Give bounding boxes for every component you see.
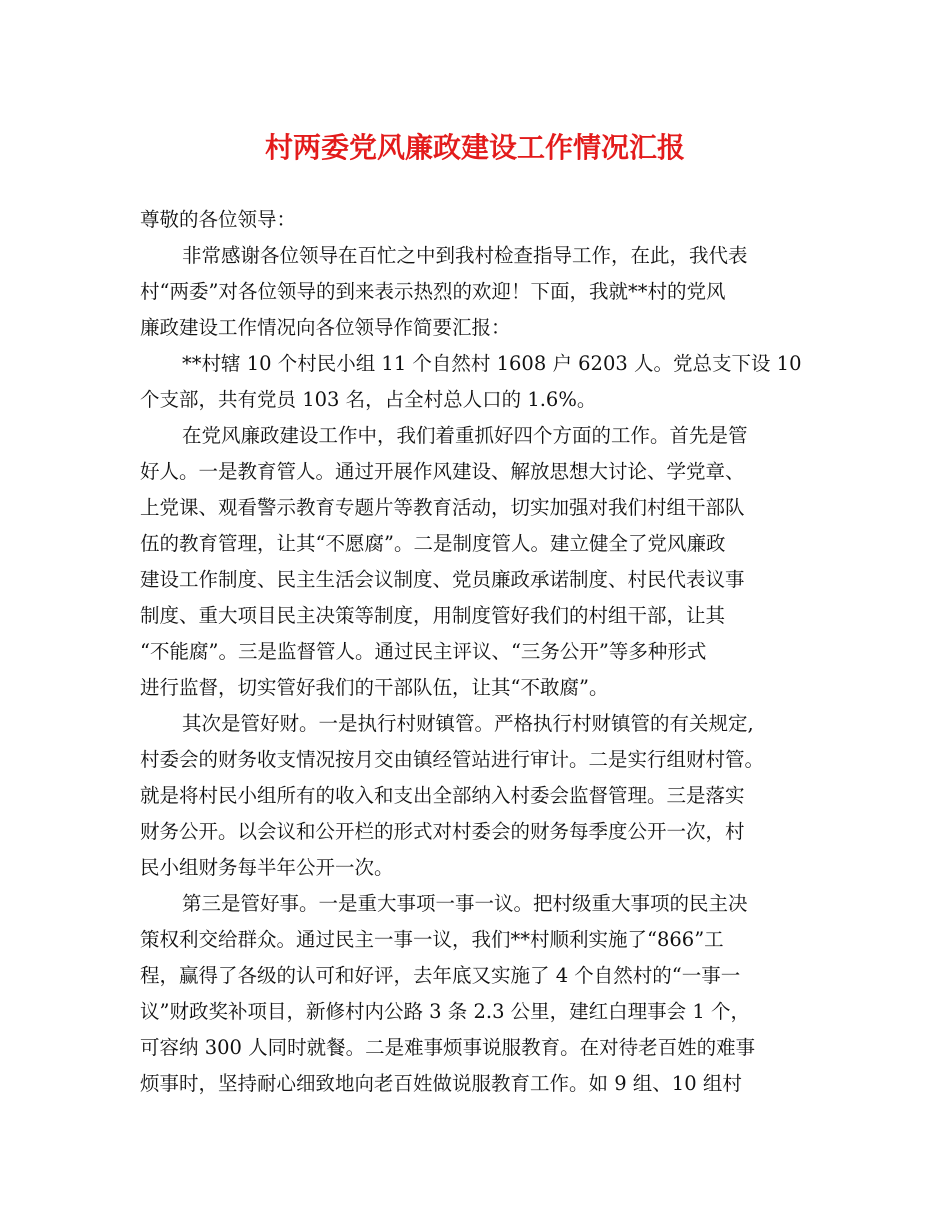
salutation-line: 尊敬的各位领导： (140, 208, 297, 231)
paragraph-line: 个支部，共有党员 103 名，占全村总人口的 1.6%。 (140, 388, 597, 411)
paragraph-line: 伍的教育管理，让其“不愿腐”。二是制度管人。建立健全了党风廉政 (140, 532, 726, 555)
paragraph-line: 上党课、观看警示教育专题片等教育活动，切实加强对我们村组干部队 (140, 496, 745, 519)
document-title: 村两委党风廉政建设工作情况汇报 (264, 131, 685, 164)
paragraph-line: 策权利交给群众。通过民主一事一议，我们**村顺利实施了“866”工 (140, 928, 724, 951)
paragraph-line: 村“两委”对各位领导的到来表示热烈的欢迎！下面，我就**村的党风 (140, 280, 726, 303)
paragraph-line: 非常感谢各位领导在百忙之中到我村检查指导工作，在此，我代表 (182, 244, 748, 267)
paragraph-line: 建设工作制度、民主生活会议制度、党员廉政承诺制度、村民代表议事 (140, 568, 745, 591)
paragraph-line: 财务公开。以会议和公开栏的形式对村委会的财务每季度公开一次，村 (140, 820, 745, 843)
paragraph-line: 进行监督，切实管好我们的干部队伍，让其“不敢腐”。 (140, 676, 609, 699)
paragraph-line: 民小组财务每半年公开一次。 (140, 856, 394, 879)
paragraph-line: 可容纳 300 人同时就餐。二是难事烦事说服教育。在对待老百姓的难事 (140, 1036, 756, 1059)
paragraph-line: 制度、重大项目民主决策等制度，用制度管好我们的村组干部，让其 (140, 604, 726, 627)
paragraph-line: “不能腐”。三是监督管人。通过民主评议、“三务公开”等多种形式 (140, 640, 707, 663)
paragraph-line: 程，赢得了各级的认可和好评，去年底又实施了 4 个自然村的“一事一 (140, 964, 741, 987)
paragraph-line: **村辖 10 个村民小组 11 个自然村 1608 户 6203 人。党总支下设 10 (182, 352, 802, 375)
paragraph-line: 第三是管好事。一是重大事项一事一议。把村级重大事项的民主决 (182, 892, 748, 915)
paragraph-line: 就是将村民小组所有的收入和支出全部纳入村委会监督管理。三是落实 (140, 784, 745, 807)
paragraph-line: 烦事时，坚持耐心细致地向老百姓做说服教育工作。如 9 组、10 组村 (140, 1072, 742, 1095)
paragraph-line: 村委会的财务收支情况按月交由镇经管站进行审计。二是实行组财村管。 (140, 748, 765, 771)
paragraph-line: 好人。一是教育管人。通过开展作风建设、解放思想大讨论、学党章、 (140, 460, 745, 483)
paragraph-line: 其次是管好财。一是执行村财镇管。严格执行村财镇管的有关规定, (182, 712, 754, 735)
paragraph-line: 议”财政奖补项目，新修村内公路 3 条 2.3 公里，建红白理事会 1 个， (140, 1000, 750, 1023)
document-body (140, 202, 820, 1102)
paragraph-line: 在党风廉政建设工作中，我们着重抓好四个方面的工作。首先是管 (182, 424, 748, 447)
paragraph-line: 廉政建设工作情况向各位领导作简要汇报： (140, 316, 511, 339)
